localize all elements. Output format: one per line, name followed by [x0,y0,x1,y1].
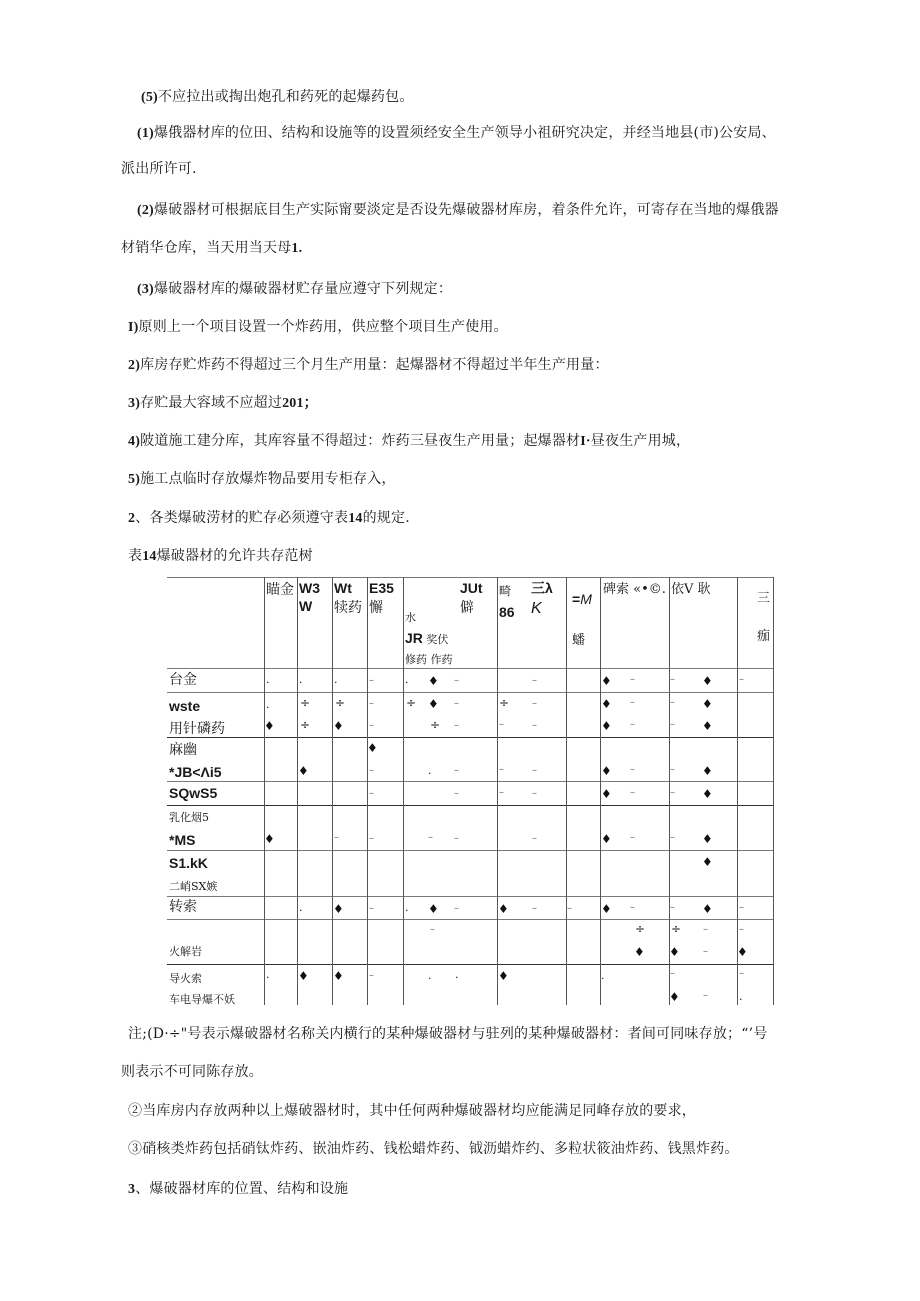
paragraph-3-quantity: (3)爆破器材库的爆破器材贮存量应遵守下列规定： [137,281,453,297]
diamond-mark: ♦ [601,674,612,688]
dash-mark: – [703,946,708,957]
dash-mark: – [630,697,635,708]
dash-mark: – [369,970,374,981]
diamond-mark: ♦ [264,719,275,733]
diamond-mark: ♦ [702,719,713,733]
table-col-rule [297,577,298,1005]
dot-mark: . [266,968,270,981]
divide-mark: ÷ [430,718,441,732]
list-item-1: I)原则上一个项目设置一个炸药用，供应整个项目生产使用。 [128,319,508,335]
dash-mark: – [499,787,504,798]
diamond-mark: ♦ [601,787,612,801]
diamond-mark: ♦ [702,674,713,688]
dash-mark: – [369,675,374,686]
dash-mark: – [454,698,459,709]
dash-mark: – [630,764,635,775]
diamond-mark: ♦ [669,945,680,959]
dash-mark: – [670,674,675,685]
diamond-mark: ♦ [702,764,713,778]
dash-mark: – [739,674,744,685]
row-label-3: 麻幽 *JB<Λi5 [169,742,222,780]
divide-mark: ÷ [335,696,346,710]
dash-mark: – [369,903,374,914]
list-item-5: 5)施工点临时存放爆炸物品要用专柜存入， [128,471,396,487]
dash-mark: – [630,787,635,798]
diamond-mark: ♦ [601,902,612,916]
table-rule [167,781,773,782]
diamond-mark: ♦ [634,945,645,959]
diamond-mark: ♦ [669,990,680,1004]
dash-mark: – [670,787,675,798]
col-header-9: 依V 耿 [671,582,711,597]
note-2: ②当库房内存放两种以上爆破器材时，其中任何两种爆破器材均应能满足同峰存放的要求， [128,1103,696,1119]
col-header-5: 水 JR 奖伏 修药 作药 [405,611,453,666]
diamond-mark: ♦ [702,787,713,801]
dot-mark: . [428,969,432,982]
dash-mark: – [670,719,675,730]
dot-mark: . [266,673,270,686]
col-header-10: 三 痂 [757,591,771,644]
col-header-4: E35 懈 [369,580,394,616]
col-header-7: =M 蟠 [572,591,592,648]
table-rule [167,737,773,738]
divide-mark: ÷ [671,922,682,936]
diamond-mark: ♦ [333,902,344,916]
col-header-2: W3 W [299,580,320,614]
dash-mark: – [532,788,537,799]
paragraph-2-cont: 材销华仓库，当天用当天母1. [121,240,303,256]
dash-mark: – [703,990,708,1001]
table-rule [167,850,773,851]
dash-mark: – [532,833,537,844]
divide-mark: ÷ [406,696,417,710]
dash-mark: – [532,698,537,709]
dash-mark: – [703,924,708,935]
diamond-mark: ♦ [601,719,612,733]
dash-mark: – [369,833,374,844]
dash-mark: – [567,903,572,914]
table-rule [167,692,773,693]
table-rule [167,805,773,806]
dash-mark: – [670,764,675,775]
dash-mark: – [532,765,537,776]
table-col-rule [737,577,738,1005]
dot-mark: . [601,969,605,982]
table-rule [167,964,773,965]
diamond-mark: ♦ [428,697,439,711]
dash-mark: – [454,765,459,776]
dash-mark: – [369,788,374,799]
dash-mark: – [454,720,459,731]
table-caption: 表14爆破器材的允许共存范树 [128,548,313,564]
paragraph-5-no-pull-out: (5)不应拉出或掏出炮孔和药死的起爆药包。 [141,89,414,105]
dash-mark: – [369,698,374,709]
diamond-mark: ♦ [298,764,309,778]
diamond-mark: ♦ [601,832,612,846]
divide-mark: ÷ [499,696,510,710]
paragraph-1-cont: 派出所许可. [121,161,197,177]
dash-mark: – [430,924,435,935]
dot-mark: . [405,901,409,914]
row-label-6: S1.kK 二峭SX嫉 [169,855,218,893]
dash-mark: – [369,765,374,776]
paragraph-1-location: (1)爆俄器材库的位田、结构和设施等的设置须经安全生产领导小祖研究决定，并经当地县(市)公安局、 [137,125,776,141]
table-rule [167,919,773,920]
note-1-cont: 则表示不可同陈存放。 [121,1064,263,1080]
diamond-mark: ♦ [601,697,612,711]
row-label-9: 导火索 车电导爆不妖 [169,972,235,1006]
dot-mark: . [405,673,409,686]
table-col-rule [403,577,404,1005]
table-col-rule [367,577,368,1005]
diamond-mark: ♦ [367,741,378,755]
diamond-mark: ♦ [333,719,344,733]
table-border-top [167,577,773,578]
table-col-rule [332,577,333,1005]
note-3: ③硝核类炸药包括硝钛炸药、嵌油炸药、钱松蜡炸药、钺沥蜡炸约、多粒状筱油炸药、钱黑炸药。 [128,1141,739,1157]
list-item-2: 2)库房存贮炸药不得超过三个月生产用量：起爆器材不得超过半年生产用量： [128,357,609,373]
dash-mark: – [454,675,459,686]
col-header-5-extra: JUt 僻 [460,580,483,616]
dot-mark: . [428,764,432,777]
list-item-4: 4)陂道施工建分库，其库容量不得超过：炸药三昼夜生产用量；起爆器材I·昼夜生产用城， [128,433,691,449]
diamond-mark: ♦ [428,902,439,916]
diamond-mark: ♦ [702,902,713,916]
dash-mark: – [499,764,504,775]
diamond-mark: ♦ [702,855,713,869]
col-header-1: 瞄金 [266,582,294,598]
diamond-mark: ♦ [601,764,612,778]
row-label-4: SQwS5 [169,785,218,801]
dash-mark: – [532,720,537,731]
dash-mark: – [532,903,537,914]
divide-mark: ÷ [635,922,646,936]
list-item-3: 3)存贮最大容域不应超过201； [128,395,318,411]
col-header-6: 畸 86 [499,584,515,620]
table-rule [167,896,773,897]
dash-mark: – [630,674,635,685]
dot-mark: . [266,698,270,711]
row-label-5: 乳化烟5 *MS [169,811,209,848]
paragraph-2-storage: (2)爆破器材可根据底目生产实际甯要淡定是否设先爆破器材库房，着条件允许，可寄存在当地的爆俄器 [137,202,779,218]
dash-mark: – [454,903,459,914]
diamond-mark: ♦ [498,902,509,916]
dash-mark: – [499,719,504,730]
dash-mark: – [630,832,635,843]
dot-mark: . [739,990,743,1003]
table-border-right [773,577,774,1005]
row-label-8: 火解岩 [169,945,202,958]
dash-mark: – [369,720,374,731]
table-col-rule [264,577,265,1005]
divide-mark: ÷ [300,718,311,732]
section-3-heading: 3、爆破器材库的位置、结构和设施 [128,1181,349,1197]
col-header-8: 碑索 «•©. [603,582,666,597]
diamond-mark: ♦ [702,832,713,846]
col-header-3: Wt 犊药 [334,580,362,616]
dash-mark: – [739,902,744,913]
diamond-mark: ♦ [498,969,509,983]
dash-mark: – [670,832,675,843]
row-label-7: 转索 [169,899,197,915]
diamond-mark: ♦ [264,832,275,846]
dash-mark: – [739,924,744,935]
dash-mark: – [739,968,744,979]
note-1: 注;(D·÷"号表示爆破器材名称关内横行的某种爆破器材与驻列的某种爆破器材：者间可同味存放；“’号 [128,1026,768,1042]
table-rule [167,668,773,669]
dash-mark: – [428,832,433,843]
dash-mark: – [454,788,459,799]
dash-mark: – [670,902,675,913]
dash-mark: – [670,968,675,979]
dot-mark: . [334,673,338,686]
diamond-mark: ♦ [737,945,748,959]
dash-mark: – [454,833,459,844]
dot-mark: . [455,968,459,981]
diamond-mark: ♦ [333,969,344,983]
table-col-rule [497,577,498,1005]
section-2-heading: 2、各类爆破涝材的贮存必须遵守表14的规定. [128,510,410,526]
diamond-mark: ♦ [298,969,309,983]
dash-mark: – [532,675,537,686]
dot-mark: . [299,673,303,686]
col-header-6-extra: 三λ K [531,580,553,617]
row-label-1: 台金 [169,672,197,688]
diamond-mark: ♦ [428,674,439,688]
dash-mark: – [630,719,635,730]
diamond-mark: ♦ [702,697,713,711]
dash-mark: – [334,832,339,843]
dash-mark: – [630,902,635,913]
dot-mark: . [299,901,303,914]
divide-mark: ÷ [300,696,311,710]
dash-mark: – [670,697,675,708]
row-label-2: wste 用针磷药 [169,698,225,737]
table-col-rule [566,577,567,1005]
